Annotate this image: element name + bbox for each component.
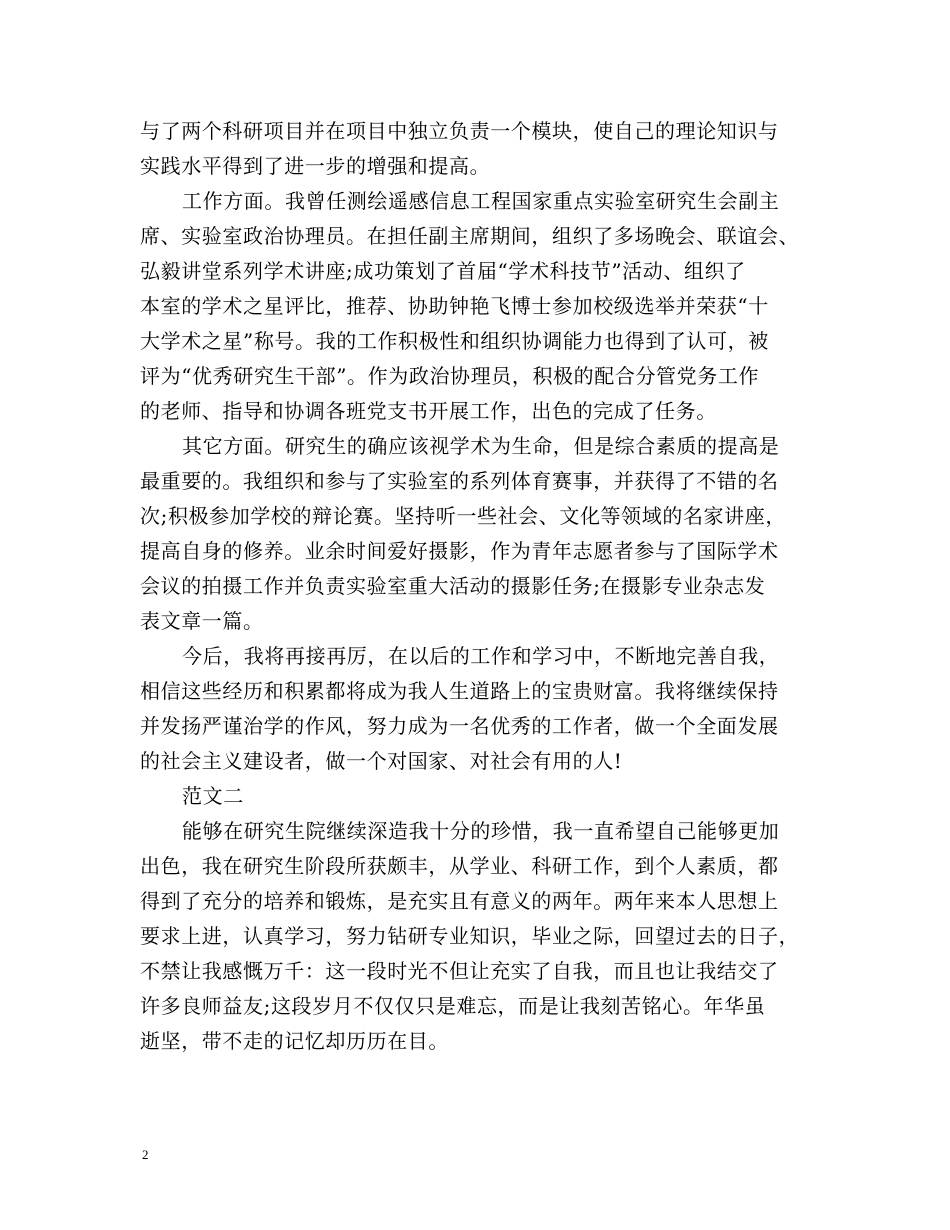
section-heading: 范文二: [182, 784, 244, 808]
text-line: 的老师、指导和协调各班党支书开展工作，出色的完成了任务。: [140, 399, 717, 423]
text-line: 逝坚，带不走的记忆却历历在目。: [140, 1029, 449, 1053]
text-line: 弘毅讲堂系列学术讲座;成功策划了首届“学术科技节”活动、组织了: [140, 259, 746, 283]
page-number: 2: [142, 1147, 149, 1162]
text-line: 相信这些经历和积累都将成为我人生道路上的宝贵财富。我将继续保持: [140, 679, 779, 703]
text-line: 表文章一篇。: [140, 609, 264, 633]
text-line: 其它方面。研究生的确应该视学术为生命，但是综合素质的提高是: [182, 434, 780, 458]
text-line: 的社会主义建设者，做一个对国家、对社会有用的人!: [140, 749, 623, 773]
text-line: 会议的拍摄工作并负责实验室重大活动的摄影任务;在摄影专业杂志发: [140, 574, 766, 598]
text-line: 能够在研究生院继续深造我十分的珍惜，我一直希望自己能够更加: [182, 819, 780, 843]
text-line: 席、实验室政治协理员。在担任副主席期间，组织了多场晚会、联谊会、: [140, 224, 800, 248]
text-line: 本室的学术之星评比，推荐、协助钟艳飞博士参加校级选举并荣获“十: [140, 294, 769, 318]
text-line: 出色，我在研究生阶段所获颇丰，从学业、科研工作，到个人素质，都: [140, 854, 779, 878]
text-line: 实践水平得到了进一步的增强和提高。: [140, 154, 491, 178]
text-line: 大学术之星”称号。我的工作积极性和组织协调能力也得到了认可，被: [140, 329, 769, 353]
text-line: 工作方面。我曾任测绘遥感信息工程国家重点实验室研究生会副主: [182, 189, 780, 213]
text-line: 并发扬严谨治学的作风，努力成为一名优秀的工作者，做一个全面发展: [140, 714, 779, 738]
text-line: 许多良师益友;这段岁月不仅仅只是难忘，而是让我刻苦铭心。年华虽: [140, 994, 766, 1018]
text-line: 次;积极参加学校的辩论赛。坚持听一些社会、文化等领域的名家讲座，: [140, 504, 786, 528]
text-line: 不禁让我感慨万千：这一段时光不但让充实了自我，而且也让我结交了: [140, 959, 779, 983]
text-line: 最重要的。我组织和参与了实验室的系列体育赛事，并获得了不错的名: [140, 469, 779, 493]
text-line: 得到了充分的培养和锻炼，是充实且有意义的两年。两年来本人思想上: [140, 889, 779, 913]
text-line: 评为“优秀研究生干部”。作为政治协理员，积极的配合分管党务工作: [140, 364, 760, 388]
text-line: 今后，我将再接再厉，在以后的工作和学习中，不断地完善自我，: [182, 644, 780, 668]
text-line: 要求上进，认真学习，努力钻研专业知识，毕业之际，回望过去的日子，: [140, 924, 800, 948]
text-line: 提高自身的修养。业余时间爱好摄影，作为青年志愿者参与了国际学术: [140, 539, 779, 563]
text-line: 与了两个科研项目并在项目中独立负责一个模块，使自己的理论知识与: [140, 119, 779, 143]
